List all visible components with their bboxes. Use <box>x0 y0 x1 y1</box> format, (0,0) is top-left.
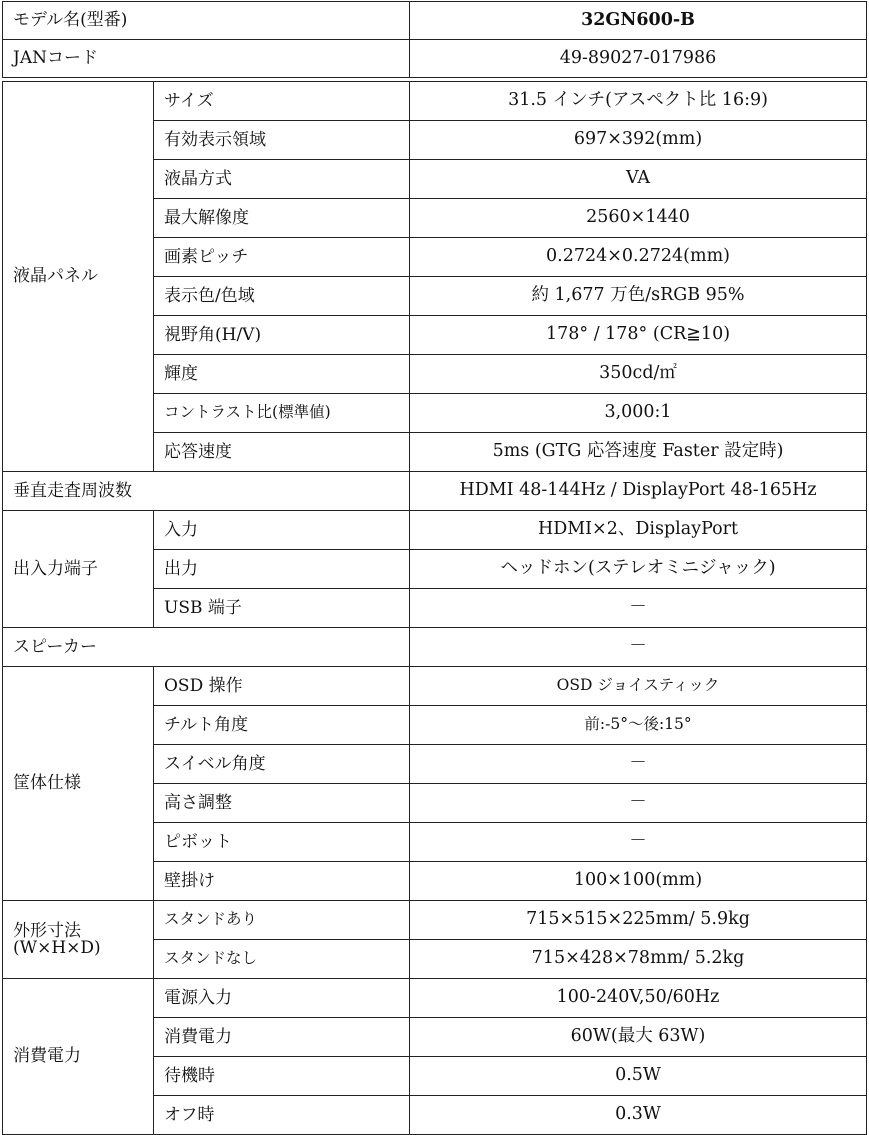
spec-label: 待機時 <box>154 1057 410 1096</box>
dims-group-line2: (W×H×D) <box>13 937 101 958</box>
spec-label: 高さ調整 <box>154 784 410 823</box>
jan-label: JANコード <box>3 40 410 78</box>
chassis-group-label: 筐体仕様 <box>3 667 154 901</box>
speaker-value: － <box>410 628 867 667</box>
speaker-label: スピーカー <box>3 628 410 667</box>
spec-label: ピボット <box>154 823 410 862</box>
dims-row <box>3 901 867 940</box>
power-group-label: 消費電力 <box>3 979 154 1135</box>
spec-value: 約 1,677 万色/sRGB 95% <box>410 277 867 316</box>
spec-label: スタンドなし <box>154 940 410 979</box>
speaker-row <box>3 628 867 667</box>
spec-label: 入力 <box>154 511 410 550</box>
spec-label: 有効表示領域 <box>154 121 410 160</box>
spec-value: 0.3W <box>410 1096 867 1135</box>
spec-label: スイベル角度 <box>154 745 410 784</box>
spec-value: － <box>410 784 867 823</box>
spec-label: チルト角度 <box>154 706 410 745</box>
vfreq-value: HDMI 48-144Hz / DisplayPort 48-165Hz <box>410 472 867 511</box>
chassis-row <box>3 667 867 706</box>
spec-label: オフ時 <box>154 1096 410 1135</box>
spec-label: USB 端子 <box>154 589 410 628</box>
spec-label: 液晶方式 <box>154 160 410 199</box>
dims-group-label <box>3 901 154 979</box>
spec-value: 100-240V,50/60Hz <box>410 979 867 1018</box>
spec-value: 715×428×78mm/ 5.2kg <box>410 940 867 979</box>
spec-label: 表示色/色域 <box>154 277 410 316</box>
spec-value: 31.5 インチ(アスペクト比 16:9) <box>410 82 867 121</box>
vfreq-label: 垂直走査周波数 <box>3 472 410 511</box>
spec-value: 715×515×225mm/ 5.9kg <box>410 901 867 940</box>
spec-label: 出力 <box>154 550 410 589</box>
model-value: 32GN600-B <box>410 2 867 40</box>
spec-label: 輝度 <box>154 355 410 394</box>
model-row <box>3 2 867 40</box>
spec-value: 178° / 178° (CR≧10) <box>410 316 867 355</box>
spec-value: － <box>410 589 867 628</box>
spec-value: 697×392(mm) <box>410 121 867 160</box>
spec-label: 視野角(H/V) <box>154 316 410 355</box>
spec-value: － <box>410 745 867 784</box>
jan-row <box>3 40 867 78</box>
spec-label: 消費電力 <box>154 1018 410 1057</box>
spec-label: サイズ <box>154 82 410 121</box>
spec-value: OSD ジョイスティック <box>410 667 867 706</box>
spec-value: HDMI×2、DisplayPort <box>410 511 867 550</box>
spec-value: VA <box>410 160 867 199</box>
spec-value: ヘッドホン(ステレオミニジャック) <box>410 550 867 589</box>
model-label: モデル名(型番) <box>3 2 410 40</box>
dims-group-line1: 外形寸法 <box>13 920 81 941</box>
spec-value: 100×100(mm) <box>410 862 867 901</box>
panel-row <box>3 82 867 121</box>
spec-label: コントラスト比(標準値) <box>154 394 410 433</box>
spec-value: 0.2724×0.2724(mm) <box>410 238 867 277</box>
spec-value: 前:-5°～後:15° <box>410 706 867 745</box>
spec-value: 2560×1440 <box>410 199 867 238</box>
spec-value: 350cd/㎡ <box>410 355 867 394</box>
spec-label: 最大解像度 <box>154 199 410 238</box>
panel-group-label: 液晶パネル <box>3 82 154 472</box>
spec-value: 60W(最大 63W) <box>410 1018 867 1057</box>
spec-label: 画素ピッチ <box>154 238 410 277</box>
spec-label: 壁掛け <box>154 862 410 901</box>
io-row <box>3 511 867 550</box>
spec-label: 電源入力 <box>154 979 410 1018</box>
spec-table <box>2 1 867 1135</box>
jan-value: 49-89027-017986 <box>410 40 867 78</box>
spec-label: OSD 操作 <box>154 667 410 706</box>
vfreq-row <box>3 472 867 511</box>
spec-value: 3,000:1 <box>410 394 867 433</box>
spec-value: 0.5W <box>410 1057 867 1096</box>
spec-value: － <box>410 823 867 862</box>
power-row <box>3 979 867 1018</box>
spec-label: 応答速度 <box>154 433 410 472</box>
spec-label: スタンドあり <box>154 901 410 940</box>
io-group-label: 出入力端子 <box>3 511 154 628</box>
spec-value: 5ms (GTG 応答速度 Faster 設定時) <box>410 433 867 472</box>
